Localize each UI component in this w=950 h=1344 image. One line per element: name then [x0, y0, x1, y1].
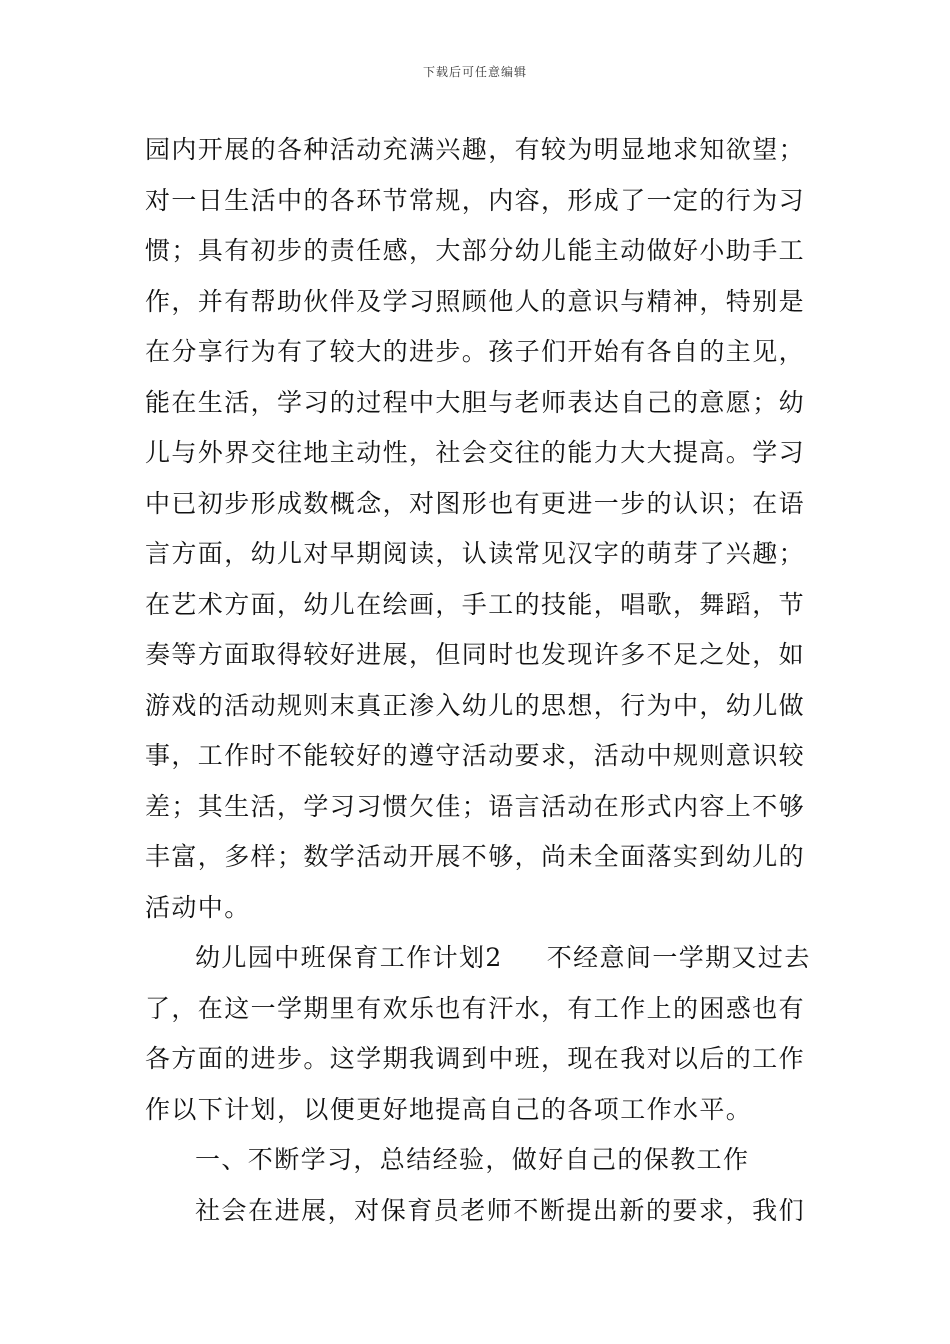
text-line: 事，工作时不能较好的遵守活动要求，活动中规则意识较: [145, 741, 806, 770]
text-line: 差；其生活，学习习惯欠佳；语言活动在形式内容上不够: [145, 791, 806, 821]
text-line: 社会在进展，对保育员老师不断提出新的要求，我们: [195, 1195, 805, 1225]
section-title: 幼儿园中班保育工作计划2: [195, 943, 503, 972]
text-line: 对一日生活中的各环节常规，内容，形成了一定的行为习: [145, 185, 806, 215]
text-line-start: 不经意间一学期又过去: [546, 943, 811, 972]
text-line: 言方面，幼儿对早期阅读，认读常见汉字的萌芽了兴趣；: [145, 539, 806, 568]
text-line: 在艺术方面，幼儿在绘画，手工的技能，唱歌，舞蹈，节: [145, 589, 806, 619]
text-line: 丰富，多样；数学活动开展不够，尚未全面落实到幼儿的: [145, 842, 806, 871]
section-title-line: [145, 933, 811, 984]
text-line: 儿与外界交往地主动性，社会交往的能力大大提高。学习: [145, 438, 806, 467]
document-body: [145, 125, 811, 1236]
paragraph-3: [145, 1135, 805, 1186]
text-line: 各方面的进步。这学期我调到中班，现在我对以后的工作: [145, 1044, 806, 1073]
text-line: 游戏的活动规则末真正渗入幼儿的思想，行为中，幼儿做: [145, 690, 806, 720]
paragraph-4: [145, 1186, 805, 1237]
text-line: 了，在这一学期里有欢乐也有汗水，有工作上的困惑也有: [145, 993, 806, 1023]
text-line: 惯；具有初步的责任感，大部分幼儿能主动做好小助手工: [145, 236, 806, 265]
text-line: 在分享行为有了较大的进步。孩子们开始有各自的主见，: [145, 337, 806, 366]
text-line: 作以下计划，以便更好地提高自己的各项工作水平。: [145, 1094, 753, 1124]
paragraph-2: [145, 933, 811, 1135]
text-line: 园内开展的各种活动充满兴趣，有较为明显地求知欲望；: [145, 135, 806, 164]
text-line: 中已初步形成数概念，对图形也有更进一步的认识；在语: [145, 488, 806, 518]
text-line: 能在生活，学习的过程中大胆与老师表达自己的意愿；幼: [145, 387, 806, 417]
section-heading: 一、不断学习，总结经验，做好自己的保教工作: [195, 1145, 750, 1174]
paragraph-1: [145, 125, 805, 933]
text-line: 奏等方面取得较好进展，但同时也发现许多不足之处，如: [145, 640, 806, 669]
text-line: 活动中。: [145, 892, 251, 922]
text-line: 作，并有帮助伙伴及学习照顾他人的意识与精神，特别是: [145, 286, 806, 316]
page-header: 下载后可任意编辑: [422, 65, 527, 79]
